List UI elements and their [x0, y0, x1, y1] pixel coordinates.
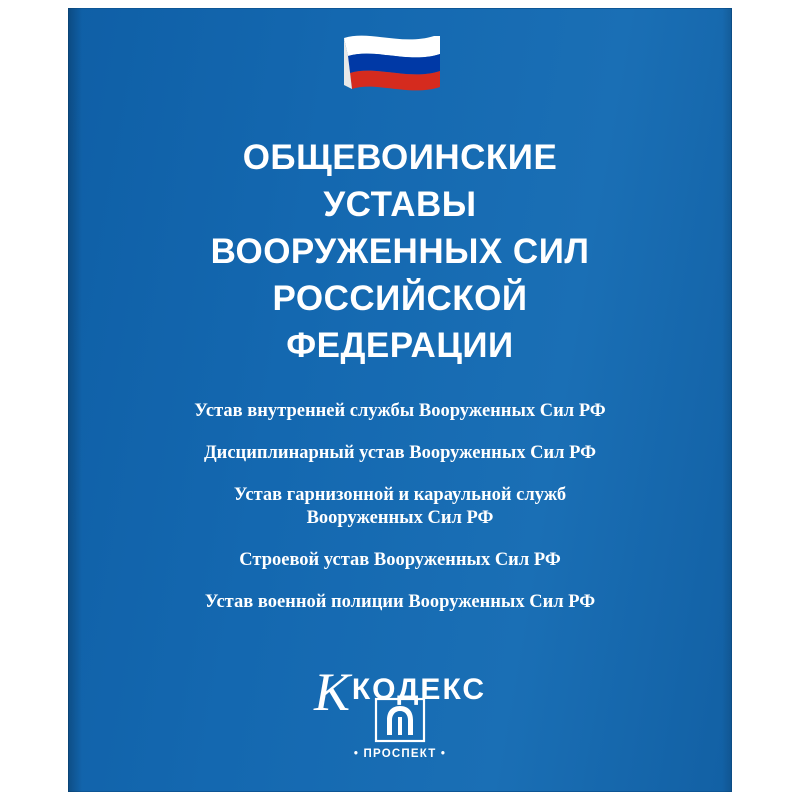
kodeks-mark-icon: К [313, 662, 350, 722]
russian-flag-icon [340, 30, 460, 92]
list-item [114, 400, 686, 423]
list-item-line1: Устав гарнизонной и караульной служб [233, 485, 567, 505]
title-line-4: РОССИЙСКОЙ [272, 279, 528, 318]
list-item [114, 549, 686, 572]
title-line-3: ВООРУЖЕННЫХ СИЛ [210, 232, 590, 271]
publisher-logo [68, 697, 732, 760]
list-item-line1: Устав внутренней службы Вооруженных Сил РФ [194, 401, 606, 421]
list-item [114, 484, 686, 530]
list-item [114, 591, 686, 614]
series-logo-label: КОДЕКС [351, 673, 487, 706]
page-title [108, 134, 692, 369]
arch-logo-icon [374, 697, 426, 743]
list-item-line2: Вооруженных Сил РФ [306, 508, 494, 528]
list-item-line1: Дисциплинарный устав Вооруженных Сил РФ [203, 443, 597, 463]
title-line-1: ОБЩЕВОИНСКИЕ [242, 138, 558, 177]
list-item-line1: Строевой устав Вооруженных Сил РФ [239, 550, 561, 570]
list-item-line1: Устав военной полиции Вооруженных Сил РФ [204, 592, 596, 612]
title-line-5: ФЕДЕРАЦИИ [286, 326, 514, 365]
title-line-2: УСТАВЫ [323, 185, 477, 224]
contents-list [114, 400, 686, 633]
book-cover [68, 8, 732, 792]
publisher-name: • ПРОСПЕКТ • [353, 748, 447, 760]
flag-container [68, 30, 732, 92]
list-item [114, 442, 686, 465]
